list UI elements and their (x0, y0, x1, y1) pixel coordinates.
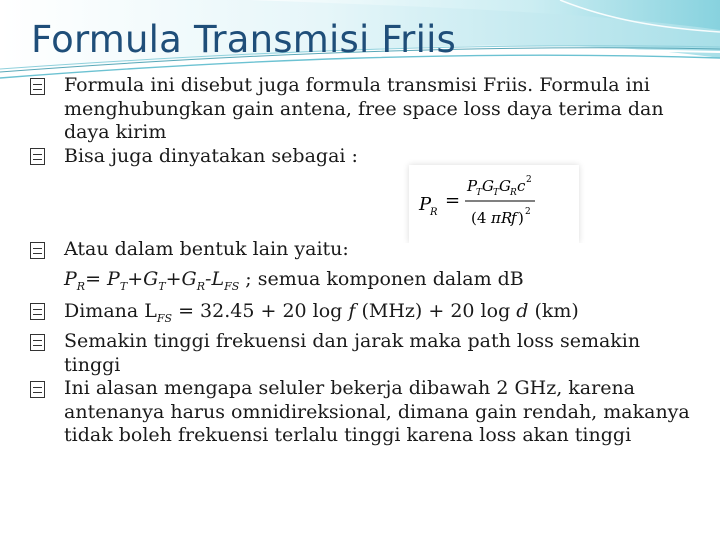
bullet-item (30, 238, 690, 262)
slide-title: Formula Transmisi Friis (31, 18, 457, 61)
bullet-item (30, 377, 690, 448)
bullet-text: Formula ini disebut juga formula transmisi Friis. Formula ini menghubungkan gain antena, free space loss daya terima dan daya kirim (64, 74, 664, 143)
bullet-text: Semakin tinggi frekuensi dan jarak maka path loss semakin tinggi (64, 330, 641, 376)
svg-text:f: f (511, 209, 517, 227)
svg-text:2: 2 (526, 175, 532, 185)
svg-text:2: 2 (525, 207, 531, 217)
svg-text:G: G (499, 177, 511, 195)
svg-text:P: P (467, 177, 478, 195)
bullet-item (30, 74, 690, 145)
svg-text:R: R (501, 209, 513, 227)
formula-lhs: P (419, 194, 432, 215)
svg-text:c: c (517, 177, 526, 195)
bullet-item: Dimana $L_{FS} = 32.45 + 20$ log f (MHz) + 20 log d (km) (30, 300, 690, 330)
svg-text:T: T (476, 188, 483, 198)
formula-equals: = (445, 190, 461, 211)
db-formula-line: $P_R= P_T+G_T+G_R-L_{FS}$ ; semua komponen dalam dB (64, 267, 524, 293)
svg-text:G: G (482, 177, 494, 195)
svg-text:T: T (493, 188, 500, 198)
bullet-item (30, 145, 690, 169)
bullet-text: Bisa juga dinyatakan sebagai : (64, 144, 358, 167)
bullet-glyph-icon (30, 240, 60, 260)
bullet-glyph-icon (30, 302, 60, 322)
svg-text:π: π (491, 209, 501, 227)
formula-lhs-sub: R (430, 207, 438, 218)
formula-spacer (30, 168, 690, 238)
bullet-text: Ini alasan mengapa seluler bekerja dibawah 2 GHz, karena antenanya harus omnidireksional, dimana gain rendah, makanya tidak boleh frekuensi terlalu tinggi karena loss akan tinggi (64, 377, 690, 447)
bullet-item (30, 330, 690, 377)
bullet-glyph-icon (30, 332, 60, 352)
bullet-text: Atau dalam bentuk lain yaitu: (64, 238, 349, 260)
bullet-glyph-icon (30, 379, 60, 399)
bullet-glyph-icon (30, 147, 60, 167)
slide-body (30, 74, 690, 448)
bullet-glyph-icon (30, 76, 60, 96)
svg-text:): ) (518, 209, 524, 227)
svg-text:R: R (510, 188, 517, 198)
svg-text:(4: (4 (471, 209, 487, 227)
